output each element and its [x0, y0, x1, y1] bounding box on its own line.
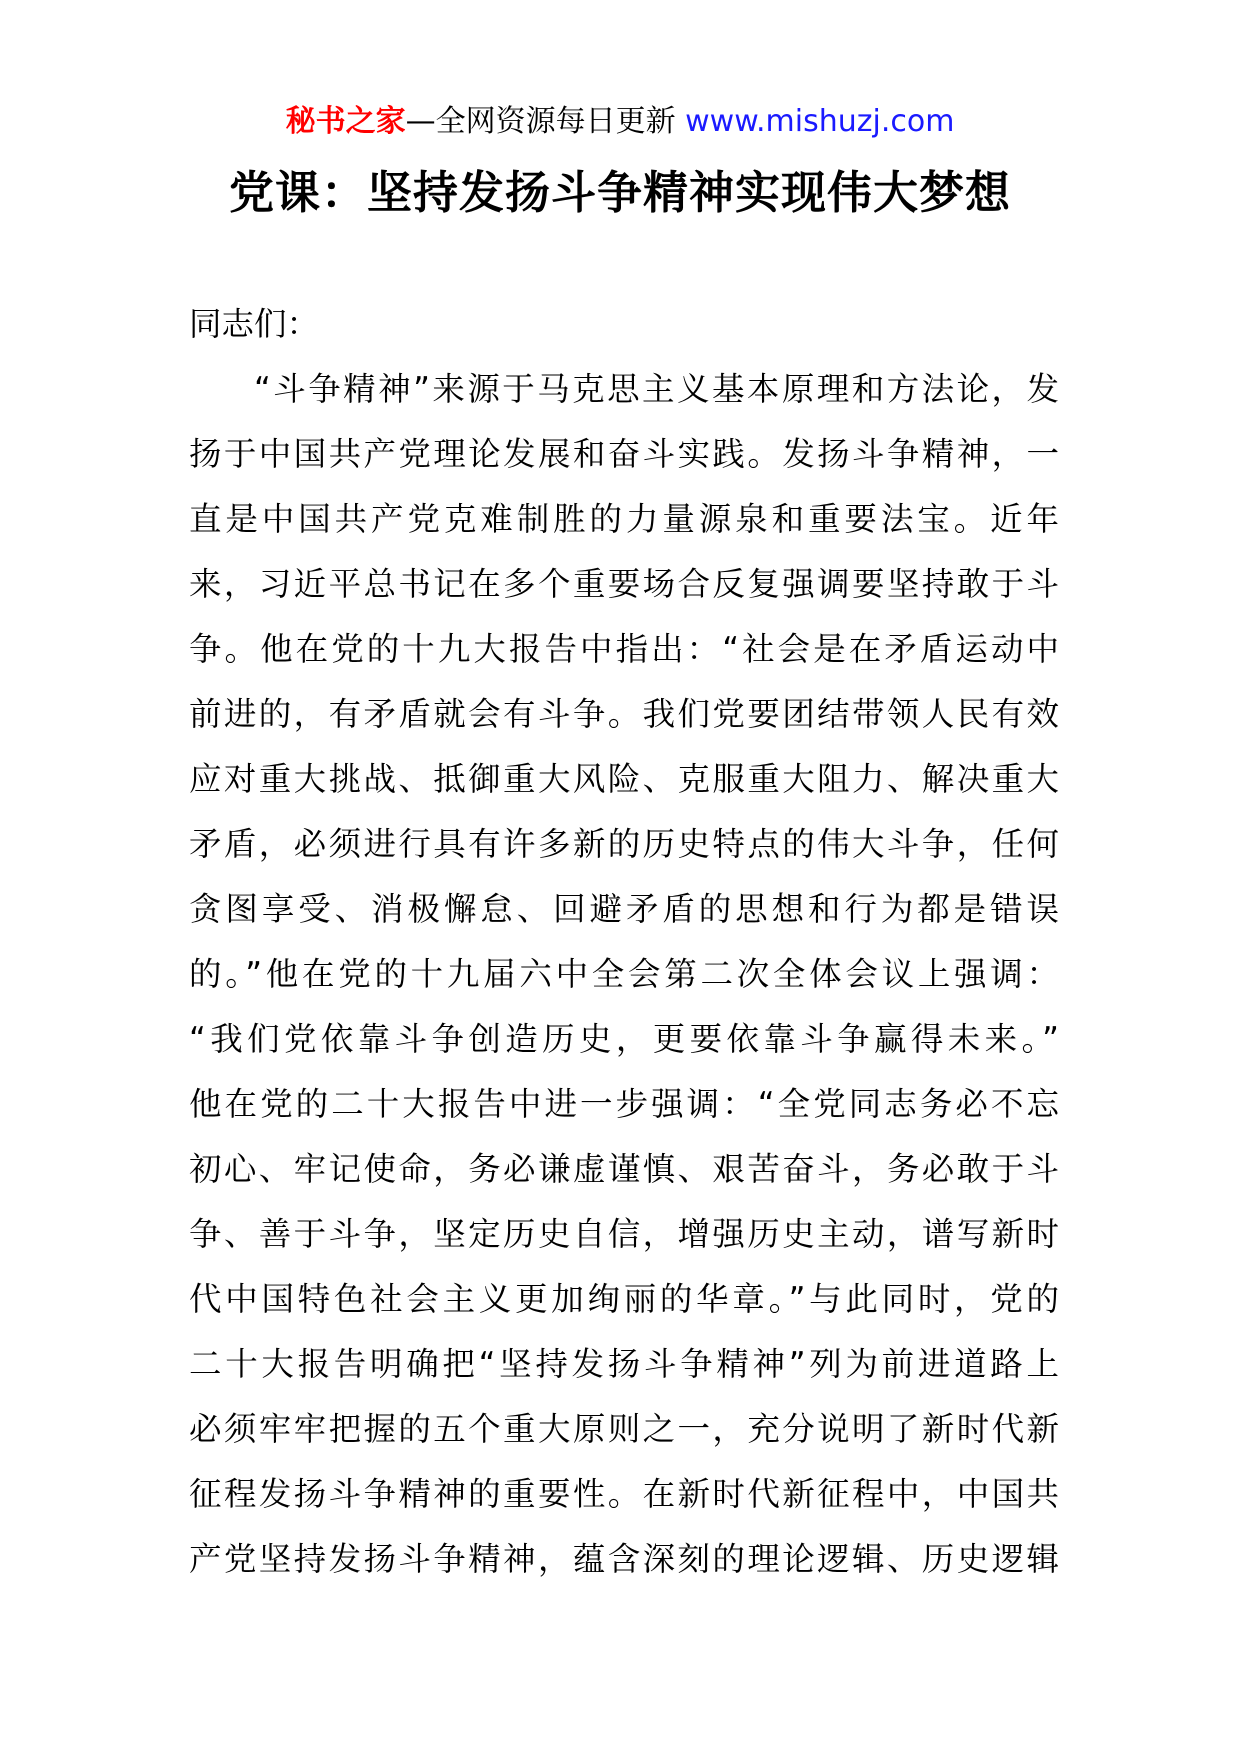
- paragraph-line: 直是中国共产党克难制胜的力量源泉和重要法宝。近年: [189, 500, 1059, 538]
- paragraph-line: 征程发扬斗争精神的重要性。在新时代新征程中，中国共: [189, 1475, 1059, 1513]
- site-tagline: —全网资源每日更新: [405, 104, 686, 139]
- paragraph-line: 前进的，有矛盾就会有斗争。我们党要团结带领人民有效: [189, 695, 1059, 733]
- site-brand: 秘书之家: [285, 104, 406, 139]
- document-body: [189, 292, 1059, 1592]
- paragraph-line: 贪图享受、消极懈怠、回避矛盾的思想和行为都是错误: [189, 890, 1059, 928]
- paragraph-line: 初心、牢记使命，务必谦虚谨慎、艰苦奋斗，务必敢于斗: [189, 1150, 1059, 1188]
- paragraph-line: 扬于中国共产党理论发展和奋斗实践。发扬斗争精神，一: [189, 435, 1059, 473]
- paragraph-line: 应对重大挑战、抵御重大风险、克服重大阻力、解决重大: [189, 760, 1059, 798]
- paragraph-line: “我们党依靠斗争创造历史，更要依靠斗争赢得未来。”: [189, 1020, 1059, 1058]
- paragraph-line: 代中国特色社会主义更加绚丽的华章。”与此同时，党的: [189, 1280, 1059, 1318]
- paragraph-line: 他在党的二十大报告中进一步强调：“全党同志务必不忘: [189, 1085, 1059, 1123]
- paragraph-line: 争、善于斗争，坚定历史自信，增强历史主动，谱写新时: [189, 1215, 1059, 1253]
- paragraph-line: 的。”他在党的十九届六中全会第二次全体会议上强调：: [189, 955, 1059, 993]
- paragraph-line: 必须牢牢把握的五个重大原则之一，充分说明了新时代新: [189, 1410, 1059, 1448]
- paragraph-line: “斗争精神”来源于马克思主义基本原理和方法论，发: [254, 370, 1059, 408]
- site-url-link[interactable]: www.mishuzj.com: [685, 104, 955, 139]
- paragraph-line: 产党坚持发扬斗争精神，蕴含深刻的理论逻辑、历史逻辑: [189, 1540, 1059, 1578]
- paragraph-line: 二十大报告明确把“坚持发扬斗争精神”列为前进道路上: [189, 1345, 1059, 1383]
- paragraph-line: 争。他在党的十九大报告中指出：“社会是在矛盾运动中: [189, 630, 1059, 668]
- paragraph-line: 来，习近平总书记在多个重要场合反复强调要坚持敢于斗: [189, 565, 1059, 603]
- document-title: 党课：坚持发扬斗争精神实现伟大梦想: [228, 166, 1011, 219]
- salutation: 同志们：: [189, 305, 320, 343]
- paragraph-line: 矛盾，必须进行具有许多新的历史特点的伟大斗争，任何: [189, 825, 1059, 863]
- site-header: [0, 100, 1240, 144]
